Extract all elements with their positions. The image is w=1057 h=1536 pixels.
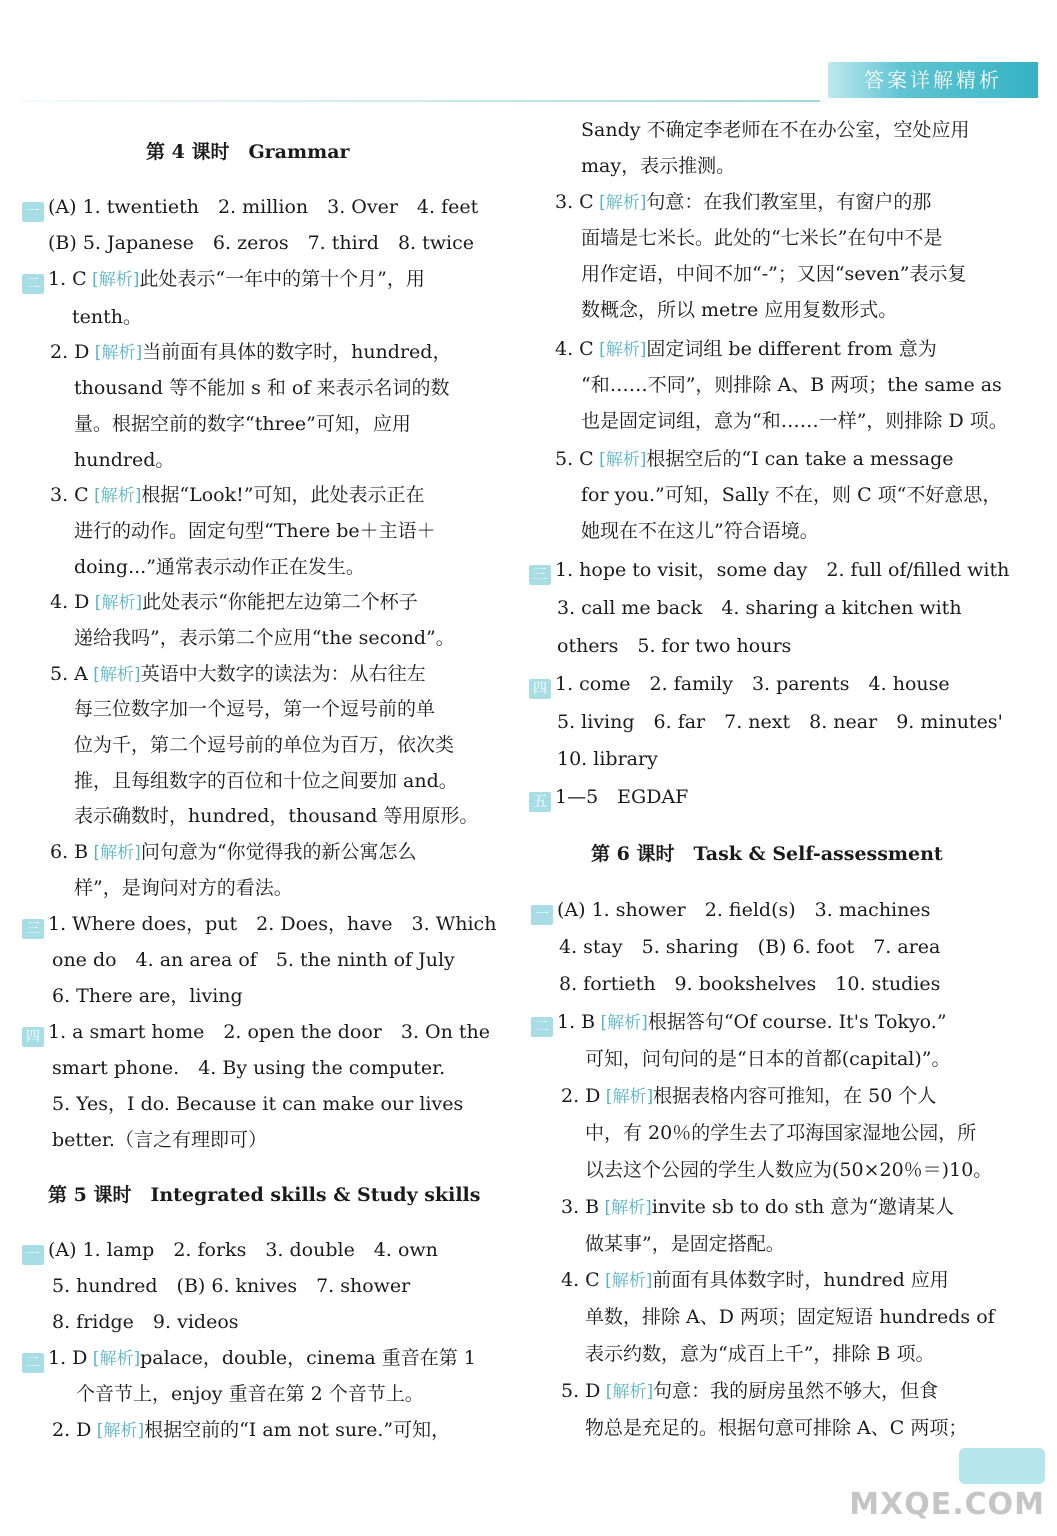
- answer-text: 物总是充足的。根据句意可排除 A、C 两项；: [585, 1417, 968, 1439]
- analysis-text: 根据表格内容可推知，在 50 个人: [653, 1085, 937, 1107]
- answer-line: [555, 447, 954, 472]
- answer-line: [52, 1092, 463, 1116]
- answer-text: “和……不同”，则排除 A、B 两项；the same as: [581, 374, 1002, 396]
- analysis-text: 英语中大数字的读法为：从右往左: [140, 663, 426, 685]
- answer-line: [52, 1418, 450, 1443]
- answer-text: 递给我吗”，表示第二个应用“the second”。: [74, 627, 455, 649]
- answer-text: 面墙是七米长。此处的“七米长”在句中不是: [581, 227, 943, 249]
- analysis-tag: [解析]: [89, 343, 143, 363]
- answer-line: [529, 672, 950, 699]
- answer-line: [50, 340, 451, 365]
- answer-text: others 5. for two hours: [557, 635, 792, 657]
- answer-text: 推，且每组数字的百位和十位之间要加 and。: [74, 770, 458, 792]
- answer-text: Sandy 不确定李老师在不在办公室，空处应用: [581, 119, 970, 141]
- answer-line: [52, 1056, 445, 1080]
- answer-text: 位为千，第二个逗号前的单位为百万，依次类: [74, 734, 455, 756]
- answer-line: [50, 590, 418, 615]
- answer-text: 1. C: [48, 268, 87, 290]
- answer-text: 表示约数，意为“成百上千”，排除 B 项。: [585, 1343, 935, 1365]
- answer-line: [581, 118, 970, 142]
- answer-text: 3. C: [50, 484, 89, 506]
- answer-text: 6. There are，living: [52, 985, 243, 1007]
- answer-line: [561, 1195, 954, 1220]
- answer-line: [585, 1047, 951, 1071]
- answer-text: 表示确数时，hundred，thousand 等用原形。: [74, 805, 479, 827]
- answer-line: [581, 298, 897, 322]
- answer-text: (B) 5. Japanese 6. zeros 7. third 8. twice: [48, 232, 474, 254]
- answer-text: 5. D: [561, 1380, 601, 1402]
- analysis-text: 当前面有具体的数字时，hundred，: [142, 341, 452, 363]
- answer-text: doing...”通常表示动作正在发生。: [74, 556, 365, 578]
- answer-text: 以去这个公园的学生人数应为(50×20％＝)10。: [585, 1159, 993, 1181]
- analysis-tag: [解析]: [593, 193, 647, 213]
- analysis-tag: [解析]: [595, 1013, 648, 1033]
- answer-text: tenth。: [72, 306, 142, 328]
- answer-text: 5. A: [50, 663, 88, 685]
- answer-text: 用作定语，中间不加“-”；又因“seven”表示复: [581, 263, 967, 285]
- answer-line: [561, 1268, 949, 1293]
- answer-text: 1—5 EGDAF: [555, 786, 689, 808]
- answer-text: 2. D: [561, 1085, 601, 1107]
- answer-text: 6. B: [50, 841, 89, 863]
- answer-text: 单数，排除 A、D 两项；固定短语 hundreds of: [585, 1306, 995, 1328]
- answer-text: 量。根据空前的数字“three”可知，应用: [74, 413, 411, 435]
- answer-line: [72, 305, 142, 329]
- analysis-tag: [解析]: [599, 1198, 652, 1218]
- analysis-text: palace，double，cinema 重音在第 1: [140, 1347, 476, 1369]
- answer-line: [48, 231, 474, 255]
- section-marker-icon: 二: [22, 274, 44, 294]
- answer-line: [74, 448, 174, 472]
- answer-line: [557, 747, 658, 771]
- watermark: [849, 1444, 1053, 1528]
- answer-line: [581, 226, 942, 250]
- analysis-text: 此处表示“一年中的第十个月”，用: [139, 268, 425, 290]
- answer-line: [561, 1379, 938, 1404]
- answer-text: 1. come 2. family 3. parents 4. house: [555, 673, 950, 695]
- section-marker-icon: 一: [531, 905, 553, 925]
- answer-text: 第 6 课时 Task & Self-assessment: [591, 843, 943, 865]
- analysis-tag: [解析]: [600, 1382, 654, 1402]
- section-marker-icon: 四: [529, 679, 551, 699]
- answer-line: [74, 412, 411, 436]
- watermark-text: MXQE.COM: [849, 1487, 1045, 1522]
- answer-line: [52, 1128, 267, 1152]
- analysis-text: 根据空前的“I am not sure.”可知，: [144, 1419, 451, 1441]
- answer-line: [531, 898, 930, 925]
- analysis-tag: [解析]: [91, 1421, 145, 1441]
- answer-line: [581, 409, 1008, 433]
- analysis-text: 固定词组 be different from 意为: [646, 338, 937, 360]
- answer-text: 3. C: [555, 191, 594, 213]
- answer-text: 5. Yes，I do. Because it can make our lives: [52, 1093, 464, 1115]
- answer-line: [585, 1305, 995, 1329]
- section-marker-icon: 五: [529, 792, 551, 812]
- analysis-tag: [解析]: [89, 593, 143, 613]
- section-marker-icon: 三: [22, 919, 44, 939]
- answer-text: one do 4. an area of 5. the ninth of July: [52, 949, 455, 971]
- answer-text: 数概念，所以 metre 应用复数形式。: [581, 299, 898, 321]
- answer-line: [585, 1416, 967, 1440]
- answer-text: (A) 1. lamp 2. forks 3. double 4. own: [48, 1239, 438, 1261]
- answer-line: [557, 634, 791, 658]
- section-marker-icon: 一: [22, 1245, 44, 1265]
- answer-line: [585, 1232, 785, 1256]
- analysis-tag: [解析]: [600, 1087, 654, 1107]
- answer-line: [50, 662, 426, 687]
- analysis-text: 此处表示“你能把左边第二个杯子: [142, 591, 418, 613]
- answer-line: [74, 697, 435, 721]
- lesson-heading: [48, 1183, 480, 1207]
- answer-line: [581, 154, 735, 178]
- answer-text: 中，有 20％的学生去了邛海国家湿地公园，所: [585, 1122, 977, 1144]
- section-marker-icon: 三: [529, 565, 551, 585]
- answer-line: [581, 519, 819, 543]
- answer-text: 8. fridge 9. videos: [52, 1311, 239, 1333]
- answer-line: [557, 710, 1003, 734]
- section-marker-icon: 二: [22, 1353, 44, 1373]
- answer-line: [585, 1158, 992, 1182]
- answer-line: [50, 840, 417, 865]
- answer-text: 可知，问句问的是“日本的首都(capital)”。: [585, 1048, 951, 1070]
- answer-line: [74, 376, 449, 400]
- answer-text: 2. D: [52, 1419, 92, 1441]
- answer-text: (A) 1. twentieth 2. million 3. Over 4. feet: [48, 196, 479, 218]
- answer-line: [74, 733, 454, 757]
- analysis-tag: [解析]: [593, 450, 647, 470]
- answer-line: [52, 948, 455, 972]
- answer-line: [22, 195, 478, 222]
- answer-text: 1. a smart home 2. open the door 3. On the: [48, 1021, 491, 1043]
- section-marker-icon: 二: [531, 1017, 553, 1037]
- answer-line: [74, 519, 436, 543]
- answer-line: [22, 1020, 490, 1047]
- answer-text: 个音节上，enjoy 重音在第 2 个音节上。: [76, 1383, 424, 1405]
- answer-line: [531, 1010, 947, 1037]
- answer-text: 她现在不在这儿”符合语境。: [581, 520, 819, 542]
- section-tab: 答案详解精析: [828, 62, 1038, 98]
- answer-text: 2. D: [50, 341, 90, 363]
- answer-line: [22, 912, 496, 939]
- watermark-logo: [959, 1448, 1045, 1484]
- answer-text: for you.”可知，Sally 不在，则 C 项“不好意思，: [581, 484, 1002, 506]
- analysis-tag: [解析]: [593, 340, 647, 360]
- answer-line: [22, 267, 425, 294]
- answer-line: [555, 190, 931, 215]
- answer-line: [581, 483, 1001, 507]
- analysis-tag: [解析]: [87, 665, 141, 685]
- answer-line: [22, 1346, 476, 1373]
- answer-text: 也是固定词组，意为“和……一样”，则排除 D 项。: [581, 410, 1008, 432]
- answer-line: [557, 596, 962, 620]
- answer-text: 5. living 6. far 7. next 8. near 9. minutes': [557, 711, 1003, 733]
- analysis-text: 根据空后的“I can take a message: [646, 448, 954, 470]
- answer-text: thousand 等不能加 s 和 of 来表示名词的数: [74, 377, 450, 399]
- analysis-tag: [解析]: [87, 1349, 141, 1369]
- answer-text: hundred。: [74, 449, 175, 471]
- answer-line: [529, 785, 688, 812]
- answer-line: [581, 262, 966, 286]
- lesson-heading: [591, 842, 943, 866]
- answer-text: better.（言之有理即可）: [52, 1129, 267, 1151]
- analysis-text: 问句意为“你觉得我的新公寓怎么: [140, 841, 417, 863]
- answer-text: 10. library: [557, 748, 658, 770]
- answer-line: [74, 769, 458, 793]
- analysis-text: 根据答句“Of course. It's Tokyo.”: [647, 1011, 947, 1033]
- answer-text: (A) 1. shower 2. field(s) 3. machines: [557, 899, 931, 921]
- answer-text: 4. C: [561, 1269, 600, 1291]
- analysis-tag: [解析]: [86, 270, 140, 290]
- answer-text: 样”，是询问对方的看法。: [74, 877, 293, 899]
- analysis-tag: [解析]: [599, 1271, 653, 1291]
- analysis-text: 前面有具体数字时，hundred 应用: [652, 1269, 949, 1291]
- section-marker-icon: 一: [22, 202, 44, 222]
- answer-line: [74, 555, 365, 579]
- answer-line: [52, 984, 243, 1008]
- analysis-tag: [解析]: [88, 843, 141, 863]
- answer-line: [76, 1382, 424, 1406]
- answer-line: [559, 972, 940, 996]
- answer-text: 3. B: [561, 1196, 600, 1218]
- analysis-text: 句意：我的厨房虽然不够大，但食: [653, 1380, 939, 1402]
- answer-line: [74, 626, 455, 650]
- analysis-tag: [解析]: [88, 486, 142, 506]
- answer-line: [52, 1310, 239, 1334]
- answer-text: 4. stay 5. sharing (B) 6. foot 7. area: [559, 936, 941, 958]
- answer-line: [74, 804, 478, 828]
- answer-line: [585, 1121, 976, 1145]
- answer-line: [50, 483, 424, 508]
- answer-text: 1. hope to visit，some day 2. full of/filled with: [555, 559, 1010, 581]
- answer-text: 4. C: [555, 338, 594, 360]
- answer-line: [559, 935, 940, 959]
- answer-text: 1. D: [48, 1347, 88, 1369]
- answer-text: smart phone. 4. By using the computer.: [52, 1057, 446, 1079]
- analysis-text: 根据“Look!”可知，此处表示正在: [141, 484, 425, 506]
- answer-text: 8. fortieth 9. bookshelves 10. studies: [559, 973, 941, 995]
- answer-line: [22, 1238, 438, 1265]
- answer-text: 3. call me back 4. sharing a kitchen with: [557, 597, 962, 619]
- answer-text: 1. B: [557, 1011, 596, 1033]
- section-marker-icon: 四: [22, 1027, 44, 1047]
- answer-line: [74, 876, 293, 900]
- header-rule: [20, 100, 820, 102]
- analysis-text: invite sb to do sth 意为“邀请某人: [651, 1196, 954, 1218]
- answer-line: [529, 558, 1009, 585]
- answer-line: [581, 373, 1002, 397]
- analysis-text: 句意：在我们教室里，有窗户的那: [646, 191, 932, 213]
- answer-text: 第 4 课时 Grammar: [146, 141, 350, 163]
- answer-text: 每三位数字加一个逗号，第一个逗号前的单: [74, 698, 436, 720]
- answer-line: [585, 1342, 934, 1366]
- answer-line: [561, 1084, 936, 1109]
- answer-text: 4. D: [50, 591, 90, 613]
- answer-text: 进行的动作。固定句型“There be＋主语＋: [74, 520, 436, 542]
- answer-text: 做某事”，是固定搭配。: [585, 1233, 785, 1255]
- answer-line: [555, 337, 937, 362]
- answer-text: may，表示推测。: [581, 155, 736, 177]
- answer-text: 5. hundred (B) 6. knives 7. shower: [52, 1275, 411, 1297]
- answer-text: 1. Where does，put 2. Does，have 3. Which: [48, 913, 497, 935]
- answer-text: 5. C: [555, 448, 594, 470]
- lesson-heading: [146, 140, 350, 164]
- answer-text: 第 5 课时 Integrated skills & Study skills: [48, 1184, 481, 1206]
- answer-line: [52, 1274, 410, 1298]
